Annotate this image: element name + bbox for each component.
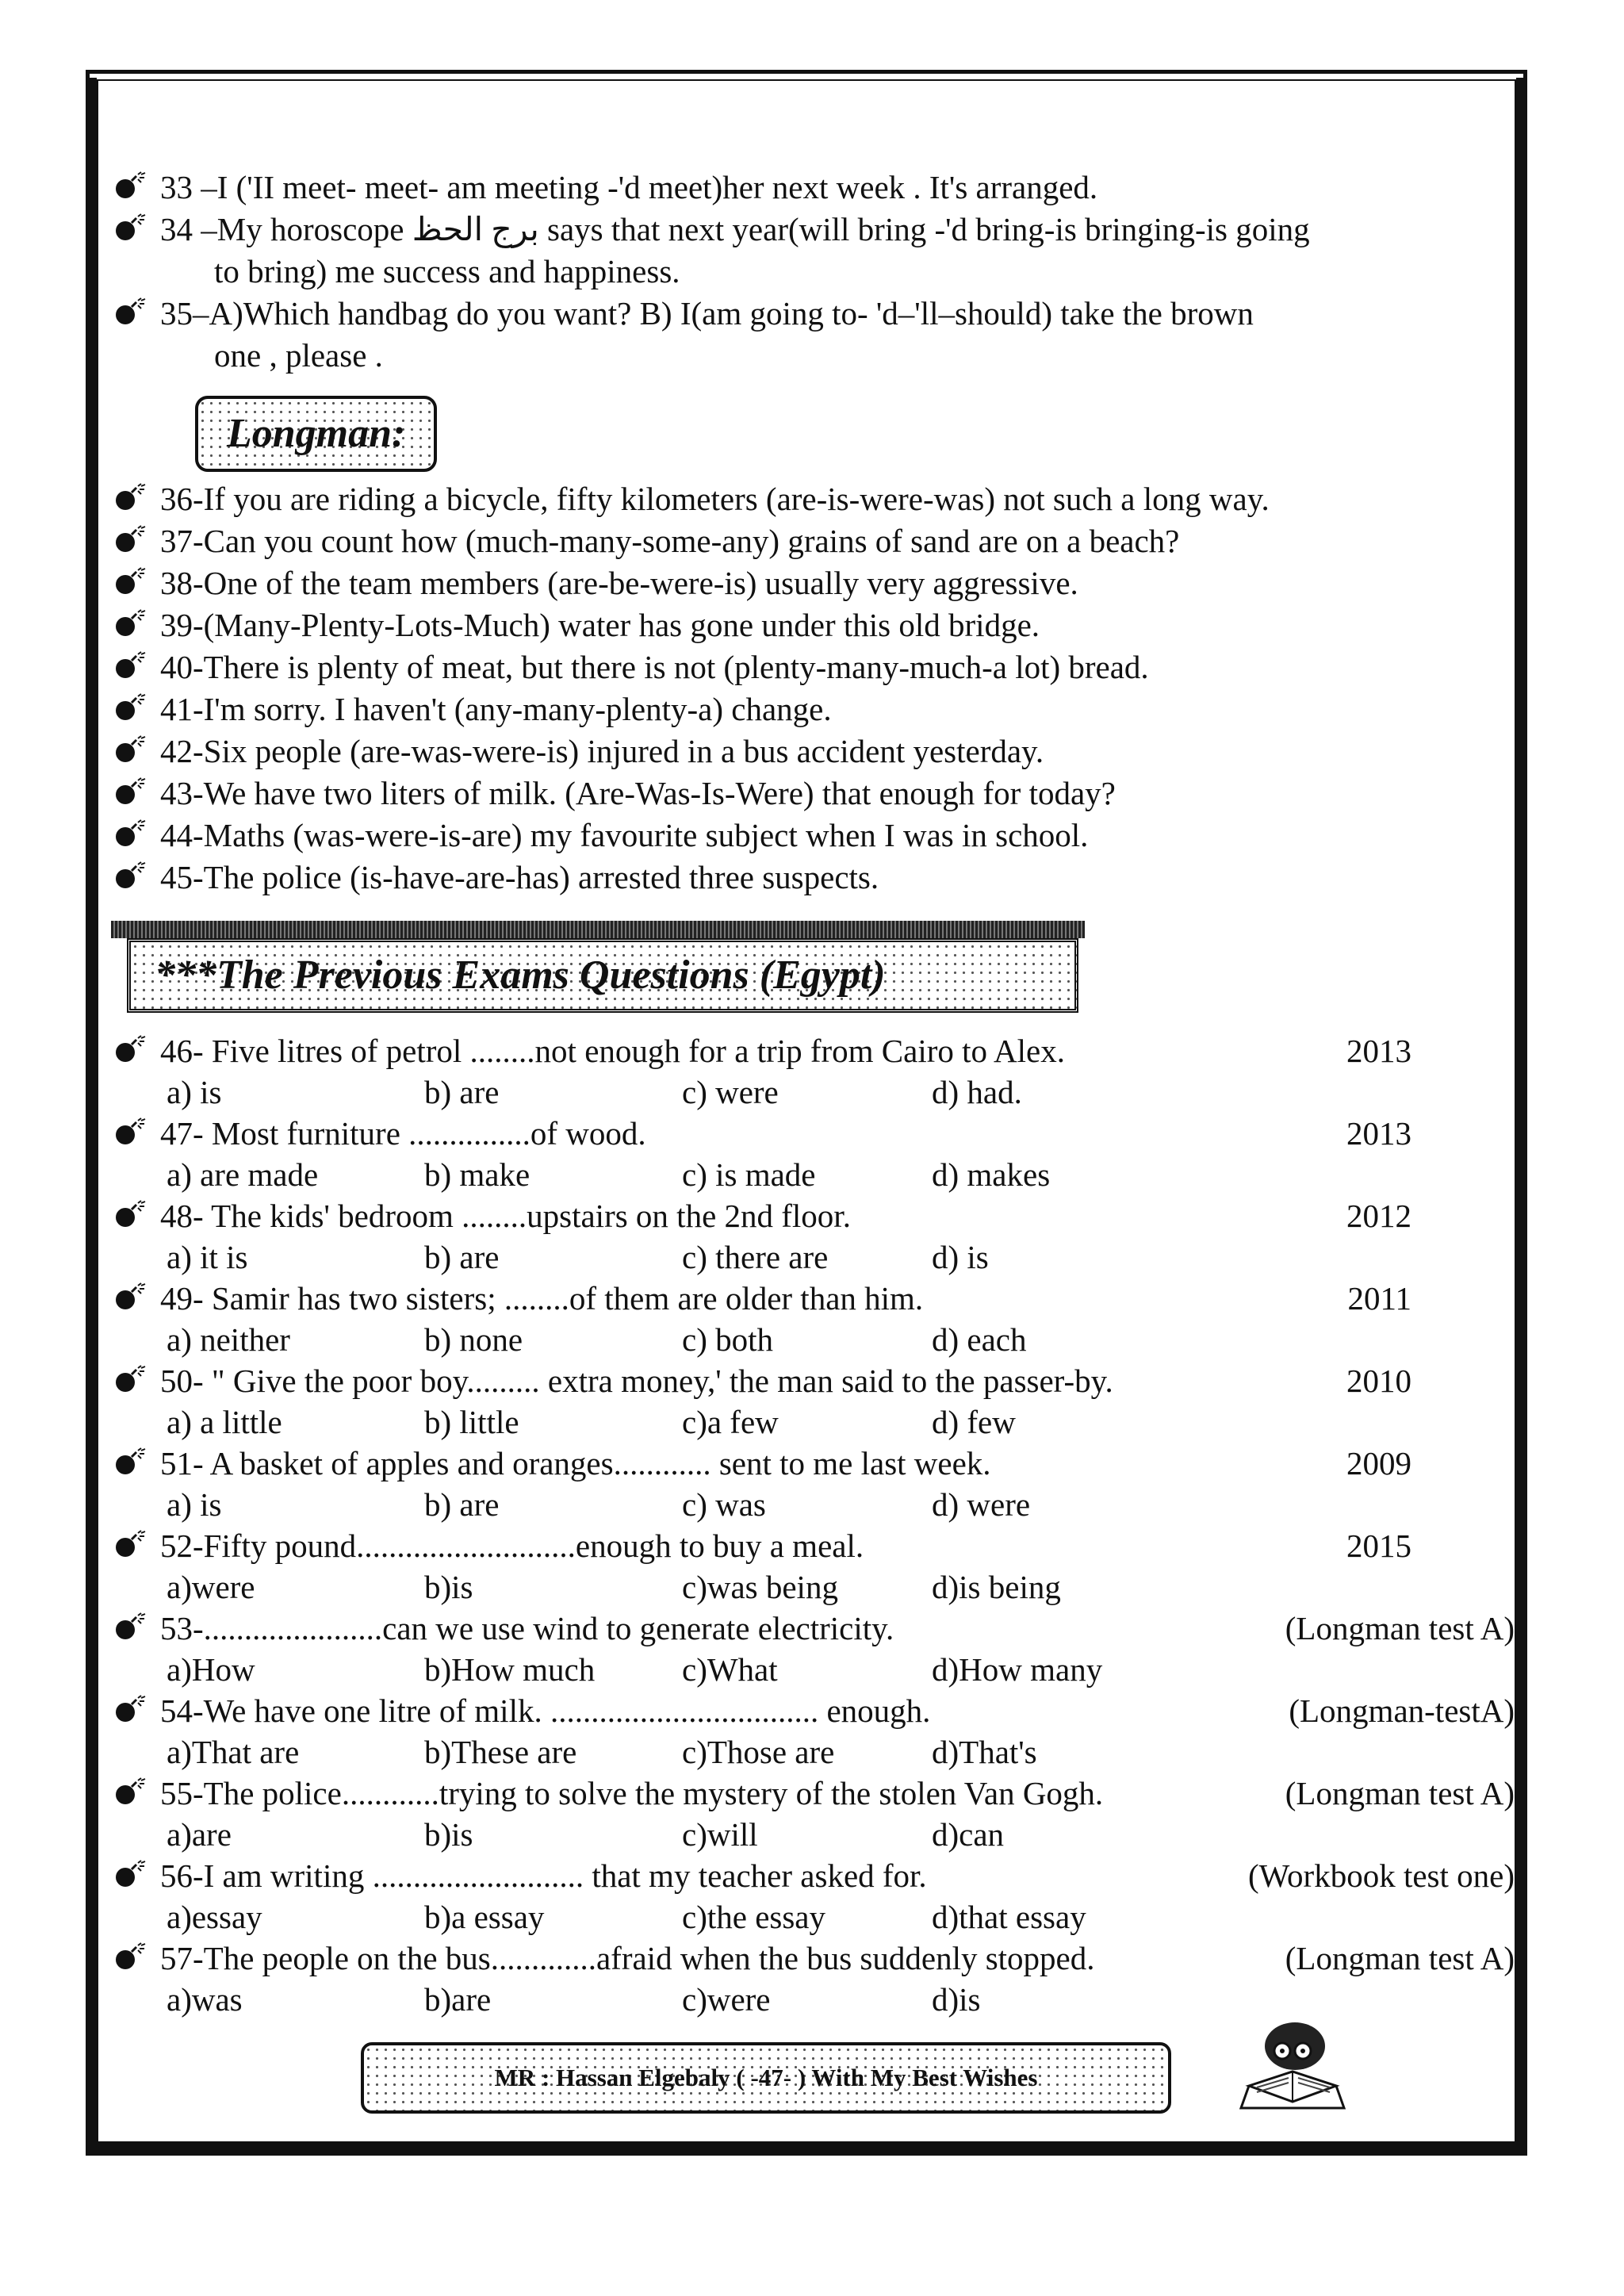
answer-option[interactable]: c)will <box>682 1816 758 1853</box>
question-54 <box>111 1690 1522 1732</box>
question-48 <box>111 1195 1522 1237</box>
bomb-bullet-icon <box>114 1777 154 1809</box>
answer-option[interactable]: c)were <box>682 1981 771 2018</box>
bomb-bullet-icon <box>114 1365 154 1397</box>
answer-option[interactable]: b)are <box>424 1981 492 2018</box>
exam-year: (Longman test A) <box>1285 1775 1515 1811</box>
question-text: 49- Samir has two sisters; ........of them are older than him. <box>160 1280 924 1317</box>
answer-option[interactable]: b)is <box>424 1816 473 1853</box>
heading-stripe <box>111 921 1085 938</box>
question-35 <box>111 293 1522 377</box>
question-45 <box>111 857 1522 899</box>
question-text: 35–A)Which handbag do you want? B) I(am going to- 'd–'ll–should) take the brown <box>160 295 1254 332</box>
answer-option[interactable]: a) neither <box>167 1321 290 1358</box>
question-text: 56-I am writing .......................... that my teacher asked for. <box>160 1857 927 1894</box>
question-text: 42-Six people (are-was-were-is) injured in a bus accident yesterday. <box>160 733 1044 769</box>
question-text: 46- Five litres of petrol ........not enough for a trip from Cairo to Alex. <box>160 1033 1065 1069</box>
answer-option[interactable]: b)How much <box>424 1651 596 1688</box>
answer-options <box>111 1237 1522 1278</box>
question-text: 48- The kids' bedroom ........upstairs on the 2nd floor. <box>160 1198 851 1234</box>
question-49 <box>111 1278 1522 1320</box>
answer-option[interactable]: d)is being <box>932 1569 1061 1605</box>
question-text: 39-(Many-Plenty-Lots-Much) water has gone under this old bridge. <box>160 607 1040 643</box>
question-text: 52-Fifty pound...........................enough to buy a meal. <box>160 1527 864 1564</box>
question-text: 51- A basket of apples and oranges............ sent to me last week. <box>160 1445 991 1481</box>
bomb-bullet-icon <box>114 1035 154 1067</box>
question-46 <box>111 1030 1522 1072</box>
page-footer: MR : Hassan Elgebaly ( -47- ) With My Best Wishes <box>361 2042 1171 2114</box>
answer-option[interactable]: d) makes <box>932 1156 1051 1193</box>
exam-year: 2009 <box>1346 1445 1411 1481</box>
answer-option[interactable]: d)That's <box>932 1734 1037 1770</box>
bomb-bullet-icon <box>114 1282 154 1314</box>
answer-option[interactable]: b) are <box>424 1239 500 1275</box>
longman-heading: Longman: <box>195 396 437 472</box>
answer-options <box>111 1402 1522 1443</box>
bomb-bullet-icon <box>114 693 154 725</box>
answer-options <box>111 1897 1522 1938</box>
bomb-bullet-icon <box>114 609 154 641</box>
bomb-bullet-icon <box>114 1200 154 1232</box>
answer-option[interactable]: c)the essay <box>682 1899 825 1935</box>
question-text: 44-Maths (was-were-is-are) my favourite subject when I was in school. <box>160 817 1089 853</box>
student-reading-icon <box>1233 2014 1352 2118</box>
question-41 <box>111 688 1522 730</box>
question-text: 54-We have one litre of milk. ................................. enough. <box>160 1692 931 1729</box>
question-text: 36-If you are riding a bicycle, fifty kilometers (are-is-were-was) not such a long way. <box>160 481 1270 517</box>
exam-heading: ***The Previous Exams Questions (Egypt) <box>127 938 1078 1013</box>
question-44 <box>111 815 1522 857</box>
question-52 <box>111 1525 1522 1567</box>
answer-options <box>111 1650 1522 1690</box>
answer-options <box>111 1815 1522 1855</box>
answer-option[interactable]: a) it is <box>167 1239 248 1275</box>
exam-year: (Longman test A) <box>1285 1610 1515 1646</box>
bomb-bullet-icon <box>114 861 154 893</box>
answer-option[interactable]: c)was being <box>682 1569 838 1605</box>
question-text: 33 –I ('II meet- meet- am meeting -'d meet)her next week . It's arranged. <box>160 169 1098 205</box>
answer-options <box>111 1732 1522 1773</box>
bomb-bullet-icon <box>114 297 154 329</box>
exam-questions <box>111 1030 1522 2020</box>
question-text: 53-......................can we use wind to generate electricity. <box>160 1610 894 1646</box>
answer-option[interactable]: a)essay <box>167 1899 262 1935</box>
answer-option[interactable]: d)How many <box>932 1651 1103 1688</box>
answer-options <box>111 1072 1522 1113</box>
bomb-bullet-icon <box>114 1695 154 1727</box>
bomb-bullet-icon <box>114 483 154 515</box>
exam-year: 2013 <box>1346 1033 1411 1069</box>
answer-option[interactable]: b) are <box>424 1486 500 1523</box>
question-text: 41-I'm sorry. I haven't (any-many-plenty-a) change. <box>160 691 832 727</box>
question-text: 43-We have two liters of milk. (Are-Was-Is-Were) that enough for today? <box>160 775 1116 811</box>
question-text: 38-One of the team members (are-be-were-is) usually very aggressive. <box>160 565 1078 601</box>
frame-bar-left <box>86 78 97 2156</box>
answer-option[interactable]: b) are <box>424 1074 500 1110</box>
answer-option[interactable]: b) none <box>424 1321 523 1358</box>
bomb-bullet-icon <box>114 735 154 767</box>
question-39 <box>111 604 1522 646</box>
answer-option[interactable]: d)can <box>932 1816 1005 1853</box>
answer-option[interactable]: b) little <box>424 1404 519 1440</box>
answer-option[interactable]: a) is <box>167 1486 222 1523</box>
bomb-bullet-icon <box>114 651 154 683</box>
answer-options <box>111 1155 1522 1195</box>
worksheet-content <box>111 167 1522 2020</box>
answer-option[interactable]: a)are <box>167 1816 232 1853</box>
answer-option[interactable]: d) had. <box>932 1074 1022 1110</box>
question-38 <box>111 562 1522 604</box>
exam-year: (Longman test A) <box>1285 1940 1515 1976</box>
question-text: 50- " Give the poor boy......... extra money,' the man said to the passer-by. <box>160 1363 1113 1399</box>
bomb-bullet-icon <box>114 777 154 809</box>
longman-questions <box>111 478 1522 899</box>
question-text: 47- Most furniture ...............of wood. <box>160 1115 646 1152</box>
question-42 <box>111 730 1522 772</box>
question-text: 40-There is plenty of meat, but there is not (plenty-many-much-a lot) bread. <box>160 649 1149 685</box>
answer-option[interactable]: c)a few <box>682 1404 779 1440</box>
bomb-bullet-icon <box>114 213 154 245</box>
answer-option[interactable]: b) make <box>424 1156 530 1193</box>
question-continuation: one , please . <box>214 337 383 374</box>
question-53 <box>111 1608 1522 1650</box>
exam-year: 2015 <box>1346 1527 1411 1564</box>
answer-option[interactable]: d)is <box>932 1981 981 2018</box>
question-34 <box>111 209 1522 293</box>
answer-option[interactable]: a) is <box>167 1074 222 1110</box>
question-text: 55-The police............trying to solve the mystery of the stolen Van Gogh. <box>160 1775 1104 1811</box>
answer-option[interactable]: a)were <box>167 1569 255 1605</box>
answer-option[interactable]: d)that essay <box>932 1899 1086 1935</box>
bomb-bullet-icon <box>114 1447 154 1479</box>
answer-options <box>111 1567 1522 1608</box>
question-36 <box>111 478 1522 520</box>
question-55 <box>111 1773 1522 1815</box>
question-text: 45-The police (is-have-are-has) arrested three suspects. <box>160 859 879 895</box>
question-37 <box>111 520 1522 562</box>
exam-year: 2013 <box>1346 1115 1411 1152</box>
answer-option[interactable]: a) a little <box>167 1404 282 1440</box>
top-questions <box>111 167 1522 377</box>
bomb-bullet-icon <box>114 1117 154 1149</box>
answer-option[interactable]: a)was <box>167 1981 243 2018</box>
answer-option[interactable]: b)is <box>424 1569 473 1605</box>
exam-heading-block <box>111 921 1522 1022</box>
question-33 <box>111 167 1522 209</box>
answer-option[interactable]: c)Those are <box>682 1734 835 1770</box>
answer-option[interactable]: c) there are <box>682 1239 829 1275</box>
question-50 <box>111 1360 1522 1402</box>
question-continuation: to bring) me success and happiness. <box>214 253 680 289</box>
bomb-bullet-icon <box>114 1530 154 1562</box>
bomb-bullet-icon <box>114 1860 154 1892</box>
question-43 <box>111 772 1522 815</box>
bomb-bullet-icon <box>114 1942 154 1974</box>
question-51 <box>111 1443 1522 1485</box>
question-47 <box>111 1113 1522 1155</box>
answer-option[interactable]: b)These are <box>424 1734 577 1770</box>
frame-bar-bottom <box>86 2141 1527 2156</box>
question-text: 57-The people on the bus.............afraid when the bus suddenly stopped. <box>160 1940 1095 1976</box>
answer-options <box>111 1485 1522 1525</box>
answer-option[interactable]: c) were <box>682 1074 779 1110</box>
exam-year: 2011 <box>1347 1280 1411 1317</box>
answer-option[interactable]: d) each <box>932 1321 1027 1358</box>
question-text: 37-Can you count how (much-many-some-any) grains of sand are on a beach? <box>160 523 1180 559</box>
answer-option[interactable]: c) both <box>682 1321 773 1358</box>
bomb-bullet-icon <box>114 1612 154 1644</box>
question-text: 34 –My horoscope برج الحظ says that next year(will bring -'d bring-is bringing-is going <box>160 211 1310 247</box>
answer-option[interactable]: c) is made <box>682 1156 816 1193</box>
bomb-bullet-icon <box>114 567 154 599</box>
answer-option[interactable]: a)That are <box>167 1734 300 1770</box>
bomb-bullet-icon <box>114 525 154 557</box>
answer-option[interactable]: b)a essay <box>424 1899 545 1935</box>
bomb-bullet-icon <box>114 819 154 851</box>
answer-option[interactable]: d) few <box>932 1404 1016 1440</box>
exam-year: (Longman-testA) <box>1289 1692 1515 1729</box>
answer-option[interactable]: d) is <box>932 1239 989 1275</box>
question-56 <box>111 1855 1522 1897</box>
answer-option[interactable]: d) were <box>932 1486 1031 1523</box>
exam-year: 2010 <box>1346 1363 1411 1399</box>
answer-option[interactable]: c) was <box>682 1486 766 1523</box>
exam-year: 2012 <box>1346 1198 1411 1234</box>
exam-year: (Workbook test one) <box>1247 1857 1515 1894</box>
answer-option[interactable]: c)What <box>682 1651 778 1688</box>
answer-options <box>111 1320 1522 1360</box>
question-57 <box>111 1938 1522 1980</box>
answer-option[interactable]: a)How <box>167 1651 255 1688</box>
answer-option[interactable]: a) are made <box>167 1156 319 1193</box>
question-40 <box>111 646 1522 688</box>
bomb-bullet-icon <box>114 171 154 203</box>
